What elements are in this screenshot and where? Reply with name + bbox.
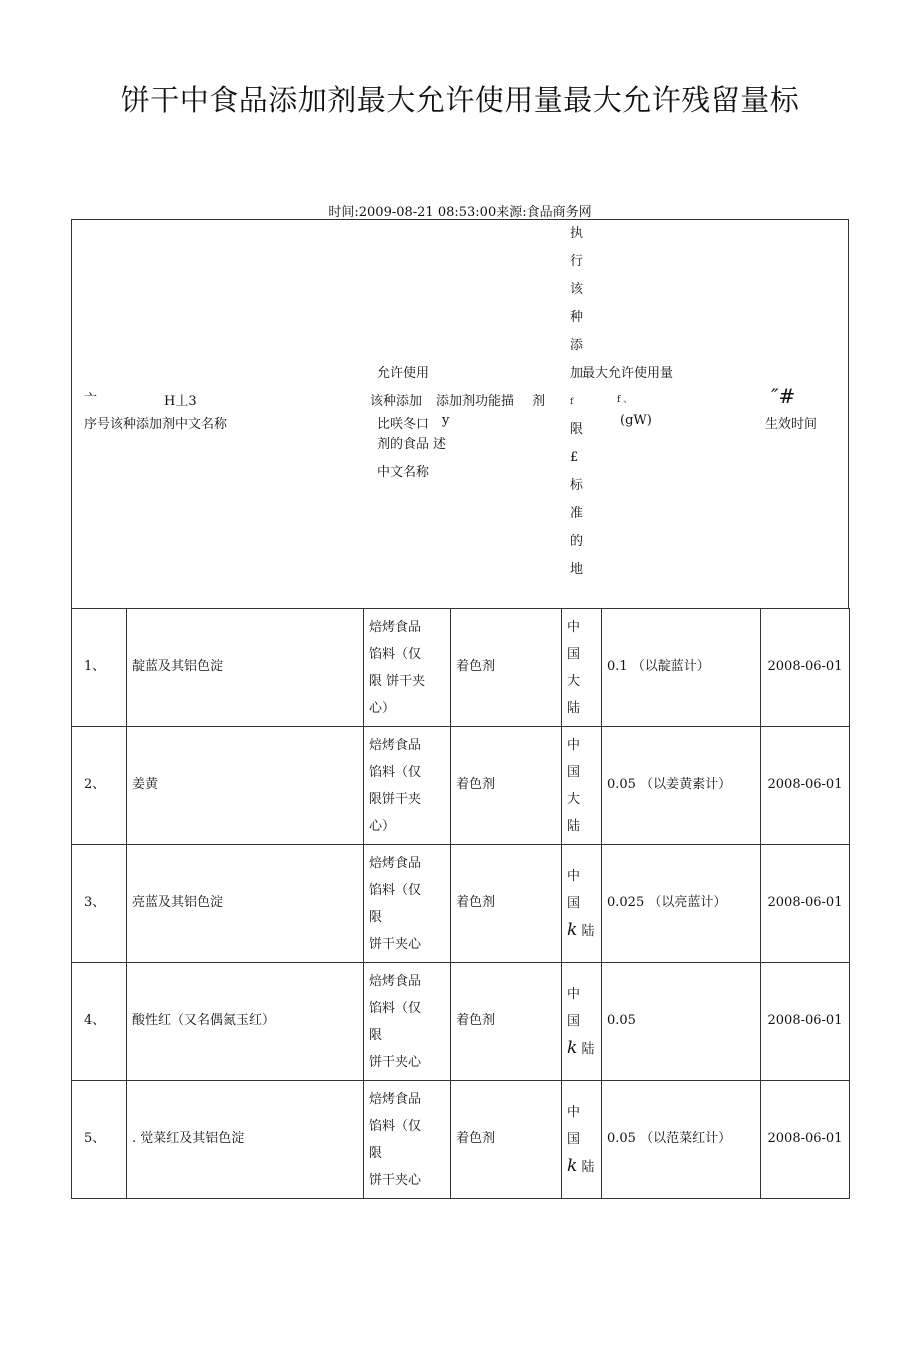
effective-date: 2008-06-01 (761, 1081, 850, 1199)
header-col7-label: 生效时间 (765, 417, 818, 432)
region-line: 大 (567, 791, 581, 807)
max-usage: 0.1 （以靛蓝计） (602, 609, 761, 727)
region-line: 国 (567, 895, 581, 911)
allowed-food-line: 限 (369, 909, 383, 925)
region-line: k 陆 (567, 919, 595, 940)
region-line: 国 (567, 1013, 581, 1029)
allowed-food-line: 限饼干夹 (369, 791, 422, 807)
row-number: 4、 (72, 963, 127, 1081)
effective-date: 2008-06-01 (761, 845, 850, 963)
table-body (71, 608, 850, 1199)
allowed-food-line: 焙烤食品 (369, 855, 422, 871)
allowed-food-line: 馅料（仅 (369, 764, 422, 780)
allowed-food-line: 限 饼干夹 (369, 673, 426, 689)
header-col1-label: 序号该种添加剂中文名称 (84, 417, 228, 432)
additive-function: 着色剂 (451, 727, 562, 845)
additive-name: 亮蓝及其铝色淀 (127, 845, 364, 963)
page-title: 饼干中食品添加剂最大允许使用量最大允许残留量标 (120, 83, 800, 117)
header-col4-extra: 剂 (532, 394, 546, 409)
table-row (72, 727, 850, 845)
additive-name: . 觉菜红及其铝色淀 (127, 1081, 364, 1199)
header-col3-line5: 中文名称 (377, 465, 430, 480)
additive-name: 靛蓝及其铝色淀 (127, 609, 364, 727)
allowed-food (364, 609, 451, 727)
allowed-food-line: 焙烤食品 (369, 737, 422, 753)
header-col6-line1: 最大允许使用量 (582, 366, 674, 381)
header-col4-y: y (442, 413, 450, 428)
row-number: 1、 (72, 609, 127, 727)
header-col5-vertical: 执 行 该 种 添 加 f 限 £ 标 准 的 地 (570, 226, 584, 577)
table-row (72, 963, 850, 1081)
allowed-food-line: 心） (369, 700, 396, 716)
header-col3-line2: 该种添加 (370, 394, 423, 409)
header-col3-line4: 剂的食品 (377, 437, 430, 452)
header-col1-mark: 亠 (84, 392, 98, 407)
header-col4-line2: 述 (433, 437, 447, 452)
allowed-food-line: 限 (369, 1027, 383, 1043)
allowed-food-line: 焙烤食品 (369, 973, 422, 989)
max-usage: 0.05 （以姜黄素计） (602, 727, 761, 845)
region-line: 国 (567, 764, 581, 780)
header-col6-marks: f 、 (617, 395, 633, 405)
region-line: k 陆 (567, 1155, 595, 1176)
effective-date: 2008-06-01 (761, 963, 850, 1081)
additive-function: 着色剂 (451, 963, 562, 1081)
region (562, 609, 602, 727)
allowed-food-line: 馅料（仅 (369, 1118, 422, 1134)
allowed-food-line: 饼干夹心 (369, 936, 422, 952)
additive-function: 着色剂 (451, 609, 562, 727)
row-number: 3、 (72, 845, 127, 963)
region-line: k 陆 (567, 1037, 595, 1058)
max-usage: 0.025 （以亮蓝计） (602, 845, 761, 963)
region-line: 中 (567, 986, 581, 1002)
header-col4-line1: 添加剂功能描 (436, 394, 515, 409)
region (562, 845, 602, 963)
header-col3-line1: 允许使用 (377, 366, 430, 381)
allowed-food-line: 心） (369, 818, 396, 834)
max-usage: 0.05 (602, 963, 761, 1081)
region (562, 727, 602, 845)
table-row (72, 609, 850, 727)
allowed-food (364, 963, 451, 1081)
additive-function: 着色剂 (451, 1081, 562, 1199)
header-col1-code: H丄3 (164, 394, 197, 409)
additive-name: 酸性红（又名偶氮玉红） (127, 963, 364, 1081)
region-line: 大 (567, 673, 581, 689)
row-number: 5、 (72, 1081, 127, 1199)
additive-table (71, 219, 849, 1199)
region-line: 中 (567, 868, 581, 884)
region-line: 陆 (567, 818, 581, 834)
region-line: 中 (567, 1104, 581, 1120)
allowed-food-line: 焙烤食品 (369, 1091, 422, 1107)
allowed-food-line: 限 (369, 1145, 383, 1161)
publish-meta: 时间:2009-08-21 08:53:00来源:食品商务网 (328, 205, 592, 220)
additive-function: 着色剂 (451, 845, 562, 963)
region-line: 中 (567, 737, 581, 753)
row-number: 2、 (72, 727, 127, 845)
header-col3-line3: 比咲冬口 (377, 417, 430, 432)
allowed-food-line: 焙烤食品 (369, 619, 422, 635)
allowed-food-line: 馅料（仅 (369, 882, 422, 898)
header-col7-symbol: ″# (771, 384, 796, 408)
header-col6-unit: (gW) (620, 413, 652, 428)
additive-name: 姜黄 (127, 727, 364, 845)
max-usage: 0.05 （以范菜红计） (602, 1081, 761, 1199)
region-line: 国 (567, 1131, 581, 1147)
table-row (72, 1081, 850, 1199)
allowed-food-line: 饼干夹心 (369, 1172, 422, 1188)
region-line: 陆 (567, 700, 581, 716)
effective-date: 2008-06-01 (761, 609, 850, 727)
allowed-food (364, 845, 451, 963)
allowed-food-line: 馅料（仅 (369, 646, 422, 662)
table-header (71, 219, 849, 608)
region-line: 中 (567, 619, 581, 635)
region (562, 1081, 602, 1199)
allowed-food-line: 馅料（仅 (369, 1000, 422, 1016)
table-row (72, 845, 850, 963)
region-line: 国 (567, 646, 581, 662)
effective-date: 2008-06-01 (761, 727, 850, 845)
allowed-food (364, 727, 451, 845)
allowed-food-line: 饼干夹心 (369, 1054, 422, 1070)
region (562, 963, 602, 1081)
allowed-food (364, 1081, 451, 1199)
